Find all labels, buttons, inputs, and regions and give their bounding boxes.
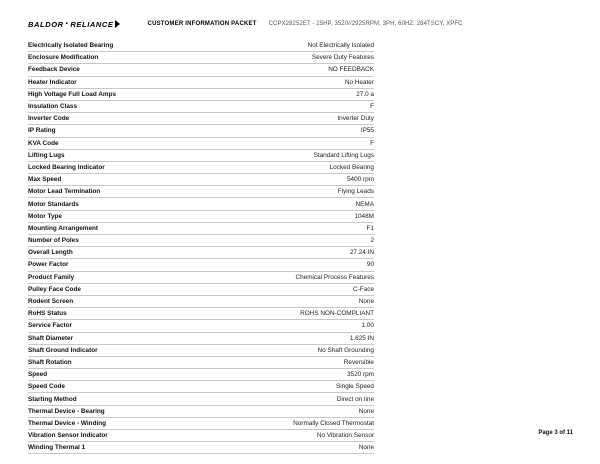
spec-label: Locked Bearing Indicator [28,163,105,171]
spec-row [28,381,374,393]
spec-label: Thermal Device - Winding [28,419,107,427]
spec-label: Vibration Sensor Indicator [28,432,108,440]
logo-separator: • [65,21,69,27]
spec-row [28,345,374,357]
spec-label: Winding Thermal 1 [28,444,86,452]
spec-label: Shaft Rotation [28,358,72,366]
spec-label: IP Rating [28,127,56,135]
spec-label: KVA Code [28,139,59,147]
spec-label: Mounting Arrangement [28,224,99,232]
spec-row [28,198,374,210]
spec-row [28,52,374,64]
spec-label: Pulley Face Code [28,285,81,293]
spec-value: None [358,298,374,306]
logo-triangle-icon [115,20,120,28]
page-number: Page 3 of 11 [538,430,573,436]
spec-value: No Heater [344,78,374,86]
spec-value: 1.00 [361,322,374,330]
spec-value: 3520 rpm [347,371,374,379]
spec-value: Severe Duty Features [311,54,374,62]
spec-label: RoHS Status [28,310,67,318]
spec-value: NO FEEDBACK [328,66,374,74]
spec-row [28,333,374,345]
spec-row [28,40,374,52]
spec-label: Max Speed [28,176,62,184]
spec-label: Motor Lead Termination [28,188,101,196]
catalog-description: CCPX28252ET - 25HP, 3520//2925RPM, 3PH, 60HZ, 284TSCY, XPFC [268,21,463,27]
spec-value: IP55 [360,127,374,135]
spec-value: F [370,103,374,111]
spec-label: Thermal Device - Bearing [28,407,105,415]
spec-label: Shaft Ground Indicator [28,346,98,354]
spec-value: Flying Leads [337,188,374,196]
spec-value: F [370,139,374,147]
spec-value: No Shaft Grounding [317,346,374,354]
spec-value: 1048M [354,212,374,220]
spec-label: Product Family [28,273,75,281]
spec-value: NEMA [355,200,374,208]
spec-row [28,186,374,198]
spec-row [28,101,374,113]
spec-label: Insulation Class [28,103,78,111]
spec-row [28,406,374,418]
logo-reliance-text: RELIANCE [70,19,114,29]
spec-row [28,174,374,186]
spec-row [28,259,374,271]
spec-label: Heater Indicator [28,78,77,86]
spec-value: 27.0 a [356,90,374,98]
spec-row [28,308,374,320]
spec-value: Not Electrically Isolated [307,42,374,50]
spec-table [28,40,374,454]
spec-label: Speed Code [28,383,65,391]
spec-row [28,357,374,369]
spec-label: Rodent Screen [28,298,74,306]
spec-value: 1.625 IN [349,334,374,342]
spec-value: No Vibration Sensor [316,432,374,440]
spec-value: Locked Bearing [329,163,374,171]
spec-row [28,247,374,259]
spec-row [28,150,374,162]
spec-value: F1 [366,224,374,232]
spec-value: 2 [370,237,374,245]
baldor-reliance-logo [28,20,120,29]
spec-value: 5400 rpm [347,176,374,184]
spec-row [28,235,374,247]
spec-value: None [358,407,374,415]
spec-row [28,320,374,332]
spec-row [28,211,374,223]
spec-label: Shaft Diameter [28,334,74,342]
spec-label: Motor Type [28,212,62,220]
spec-label: Enclosure Modification [28,54,99,62]
spec-label: Inverter Code [28,115,70,123]
spec-row [28,430,374,442]
spec-row [28,77,374,89]
spec-row [28,369,374,381]
spec-row [28,418,374,430]
spec-row [28,138,374,150]
spec-row [28,89,374,101]
spec-label: Number of Poles [28,237,79,245]
spec-value: Reversible [343,358,374,366]
spec-value: None [358,444,374,452]
spec-label: Electrically Isolated Bearing [28,42,114,50]
spec-label: Motor Standards [28,200,79,208]
spec-row [28,125,374,137]
spec-value: Single Speed [335,383,374,391]
spec-label: High Voltage Full Load Amps [28,90,117,98]
logo-baldor-text: BALDOR [28,19,64,29]
spec-row [28,284,374,296]
spec-row [28,64,374,76]
spec-value: Direct on line [336,395,374,403]
spec-row [28,296,374,308]
spec-label: Lifting Lugs [28,151,65,159]
packet-title: CUSTOMER INFORMATION PACKET [147,21,257,27]
spec-value: Chemical Process Features [295,273,374,281]
spec-label: Overall Length [28,249,73,257]
spec-label: Speed [28,371,48,379]
spec-value: 27.24 IN [349,249,374,257]
spec-label: Service Factor [28,322,73,330]
spec-value: Inverter Duty [337,115,374,123]
spec-label: Power Factor [28,261,69,269]
spec-row [28,113,374,125]
spec-row [28,223,374,235]
spec-value: Normally Closed Thermostat [293,419,374,427]
spec-label: Starting Method [28,395,77,403]
spec-value: ROHS NON-COMPLIANT [300,310,374,318]
spec-value: 90 [366,261,374,269]
spec-label: Feedback Device [28,66,80,74]
spec-row [28,162,374,174]
spec-row [28,272,374,284]
spec-row [28,442,374,454]
page-header [28,17,580,31]
spec-value: Standard Lifting Lugs [313,151,374,159]
spec-row [28,393,374,405]
spec-value: C-Face [353,285,374,293]
